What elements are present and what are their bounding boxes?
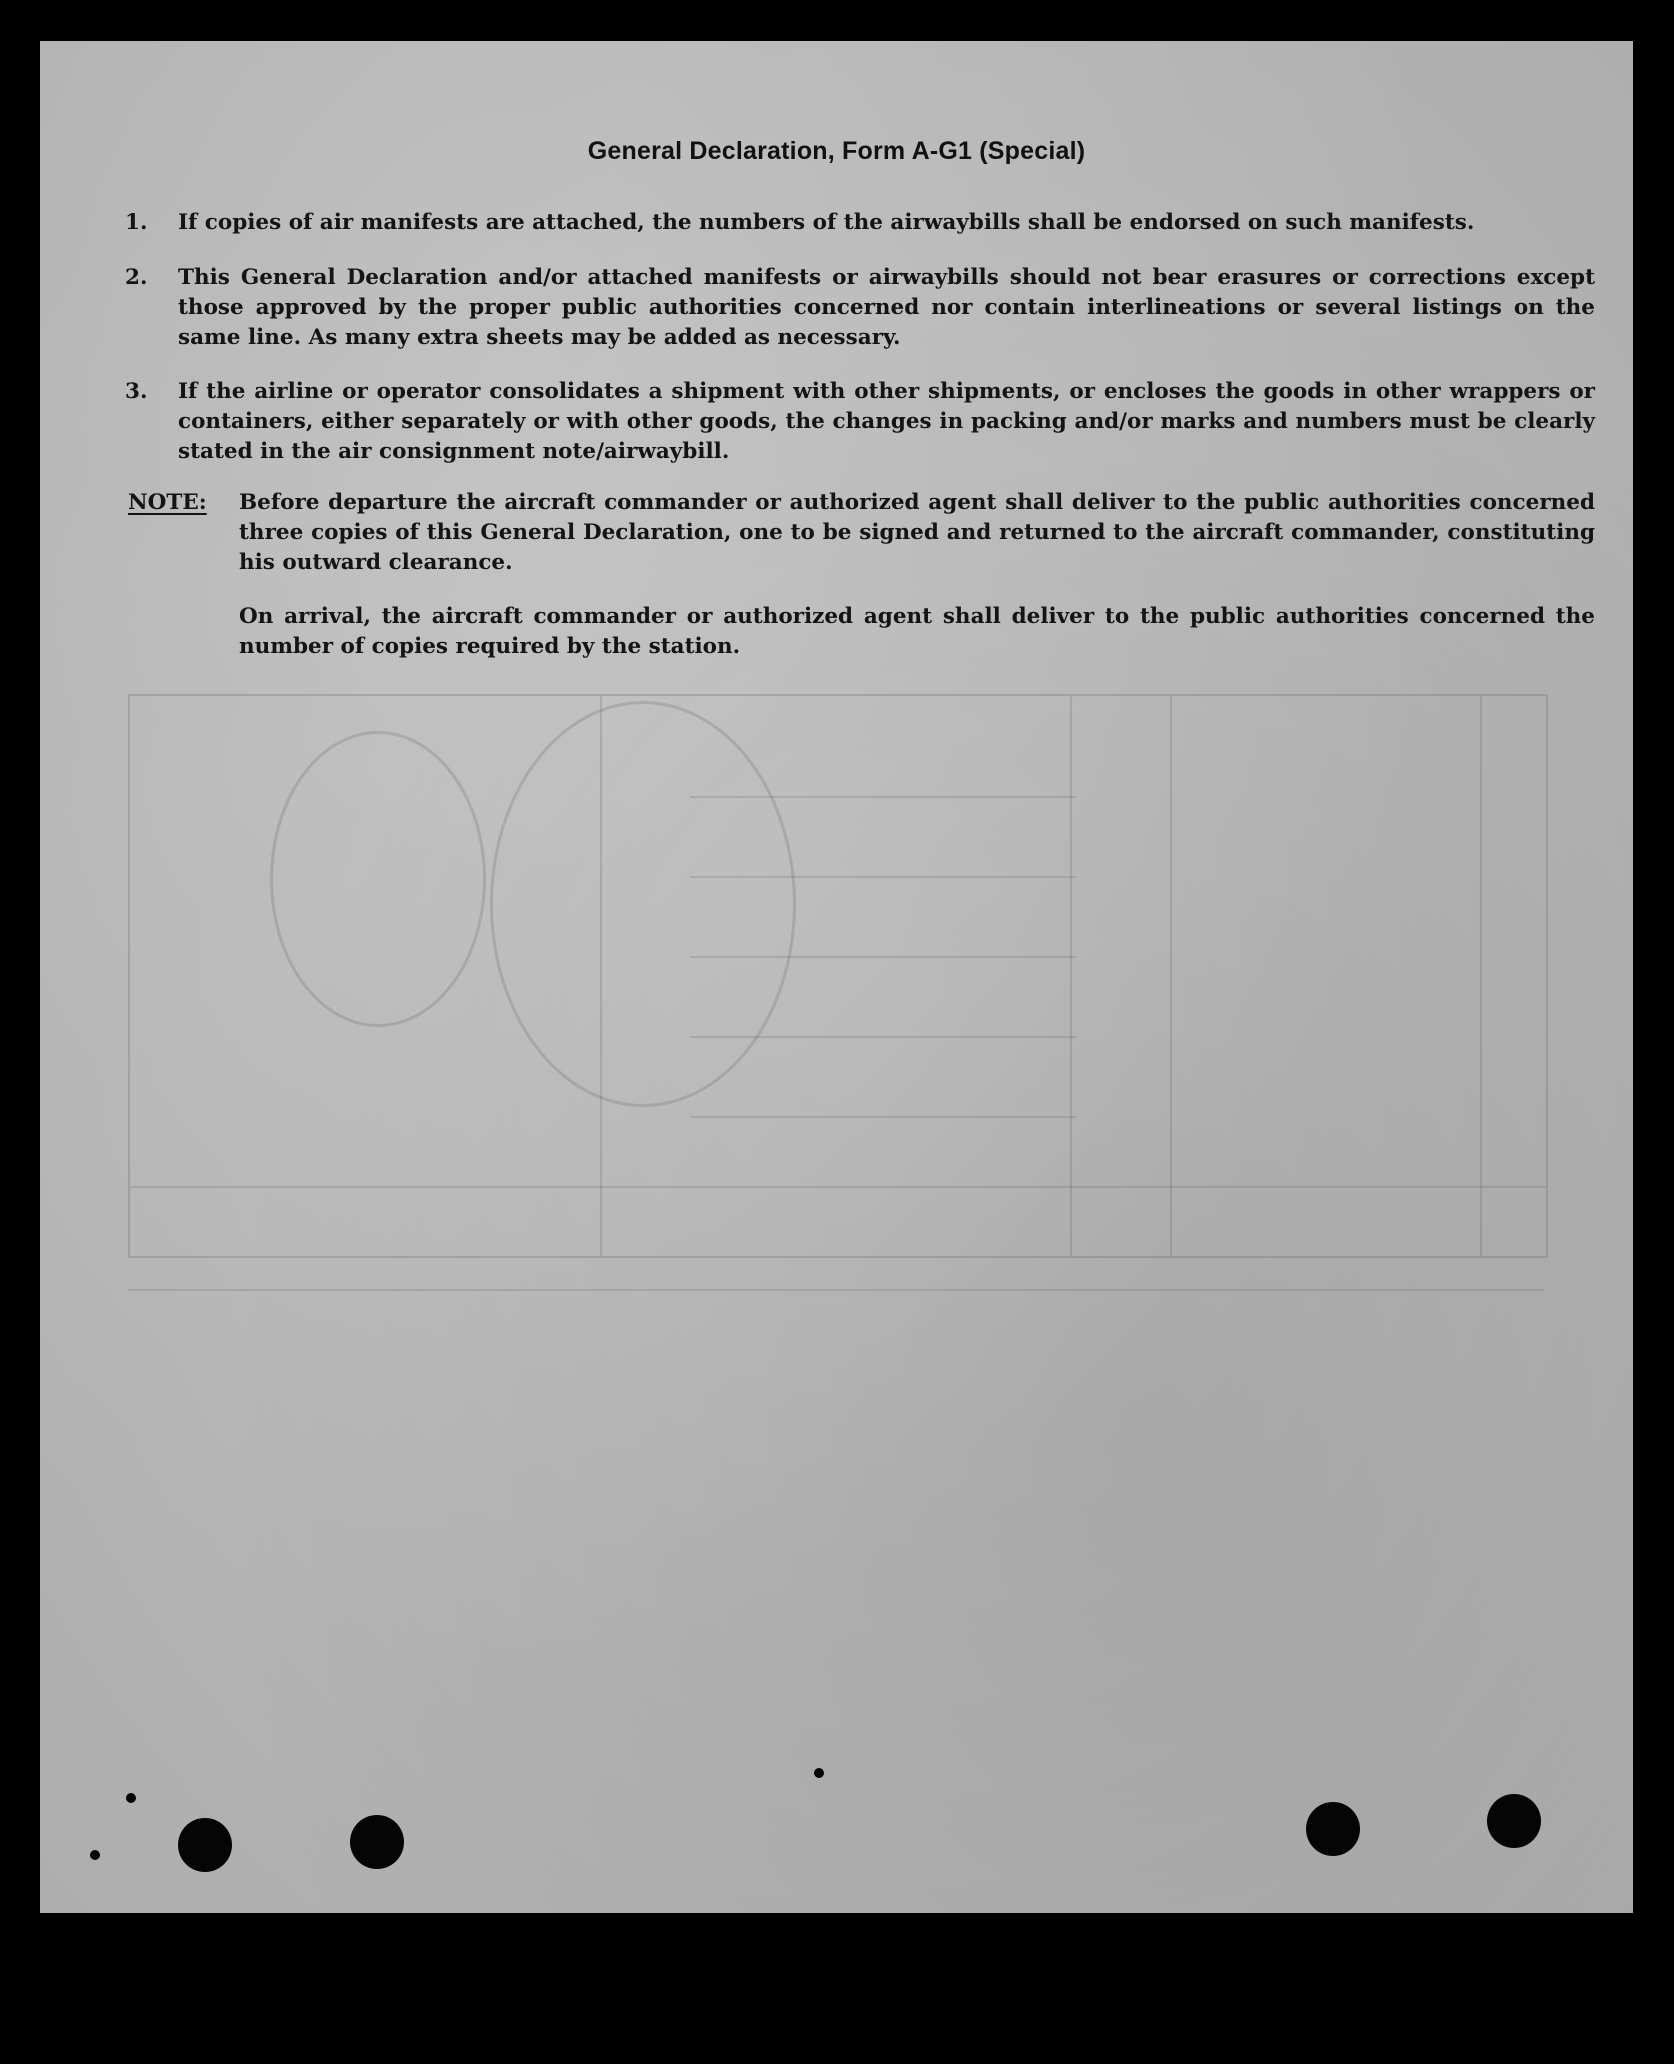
ghost-divider — [1070, 696, 1072, 1256]
ghost-divider — [1480, 696, 1482, 1256]
instruction-item-2 — [125, 263, 1595, 353]
item-text: If copies of air manifests are attached, the numbers of the airwaybills shall be endorsed on such manifests. — [178, 210, 1475, 235]
punch-hole-small — [126, 1793, 136, 1803]
item-text: If the airline or operator consolidates a shipment with other shipments, or encloses the goods in other wrappers or containers, either separately or with other goods, the changes in packing and/or marks and numbers must be clearly stated in the air consignment note/airwaybill. — [178, 379, 1595, 464]
ghost-divider — [690, 1116, 1076, 1118]
punch-hole — [1487, 1794, 1541, 1848]
ghost-divider — [130, 1186, 1546, 1188]
ghost-rule — [128, 1289, 1544, 1291]
note-label: NOTE: — [128, 490, 207, 515]
instruction-item-1 — [125, 208, 1595, 238]
note-paragraph-1: Before departure the aircraft commander or authorized agent shall deliver to the public authorities concerned three copies of this General Declaration, one to be signed and returned to the aircraft commander, constituting his outward clearance. — [239, 490, 1595, 575]
punch-hole-small — [814, 1768, 824, 1778]
item-text: This General Declaration and/or attached manifests or airwaybills should not bear erasures or corrections except those approved by the proper public authorities concerned nor contain interlineations or several listings on the same line. As many extra sheets may be added as necessary. — [178, 265, 1595, 350]
punch-hole-small — [90, 1850, 100, 1860]
ghost-stamp — [490, 701, 796, 1107]
document-page — [40, 41, 1633, 1913]
note-block — [128, 488, 1595, 662]
item-number: 3. — [125, 379, 148, 404]
page-title: General Declaration, Form A-G1 (Special) — [587, 137, 1086, 165]
punch-hole — [350, 1815, 404, 1869]
item-number: 1. — [125, 210, 148, 235]
item-number: 2. — [125, 265, 148, 290]
ghost-stamp — [270, 731, 486, 1027]
ghost-divider — [1170, 696, 1172, 1256]
punch-hole — [178, 1818, 232, 1872]
note-paragraph-2: On arrival, the aircraft commander or authorized agent shall deliver to the public authorities concerned the number of copies required by the station. — [239, 604, 1595, 659]
instruction-item-3 — [125, 377, 1595, 467]
punch-hole — [1306, 1802, 1360, 1856]
